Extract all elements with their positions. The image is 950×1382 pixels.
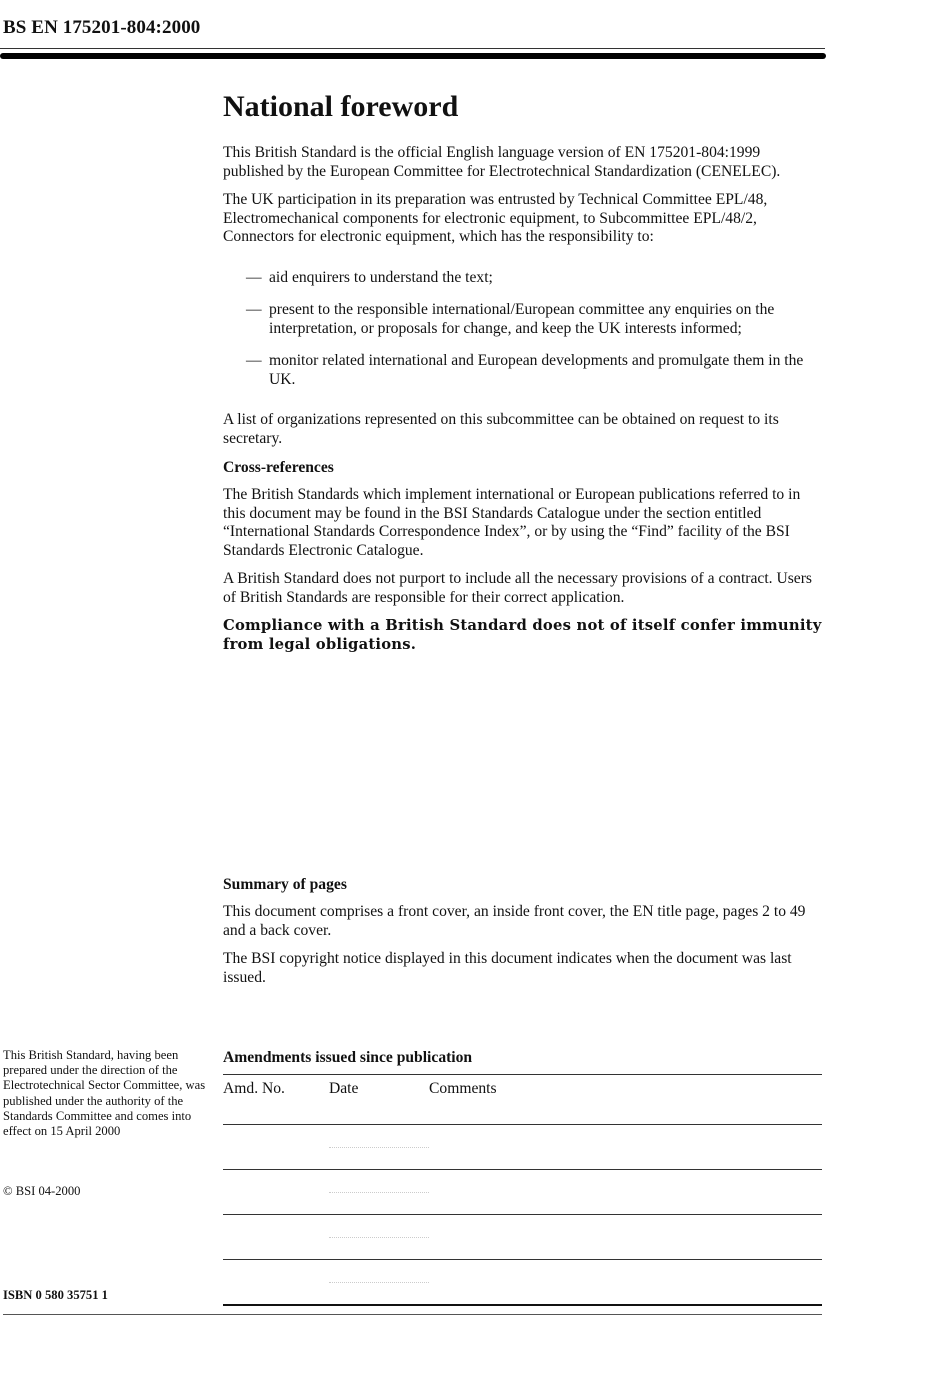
amd-no-cell [223,1170,329,1215]
date-placeholder-line [329,1147,429,1148]
date-placeholder-line [329,1237,429,1238]
intro-paragraph: This British Standard is the official English language version of EN 175201-804:1999 published by the European Committee for Electrotechnical Standardization (CENELEC). [223,144,781,180]
comments-cell [429,1125,822,1170]
dash-marker: — [246,301,262,318]
comments-cell [429,1215,822,1260]
column-header-amd-no: Amd. No. [223,1075,329,1125]
amendments-table [223,1074,822,1306]
dash-marker: — [246,268,262,286]
column-header-comments: Comments [429,1075,822,1125]
foreword-section [223,88,823,654]
amd-no-cell [223,1260,329,1306]
contract-paragraph: A British Standard does not purport to include all the necessary provisions of a contract. Users of British Standards are responsible for their correct application. [223,570,812,606]
list-item [223,269,823,288]
footer-rule [3,1314,822,1315]
table-header-row [223,1075,822,1125]
date-cell [329,1260,429,1306]
list-item-text: present to the responsible international/European committee any enquiries on the interpretation, or proposals for change, and keep the UK interests informed; [269,301,775,337]
table-row [223,1125,822,1170]
isbn-text: ISBN 0 580 35751 1 [3,1288,108,1302]
header-thin-rule [0,48,825,49]
summary-heading: Summary of pages [223,876,347,893]
summary-pages-paragraph: This document comprises a front cover, an inside front cover, the EN title page, pages 2 to 49 and a back cover. [223,903,806,939]
column-header-date: Date [329,1075,429,1125]
copyright-text: © BSI 04-2000 [3,1184,81,1198]
header-thick-rule [0,53,826,59]
responsibility-list [223,269,823,390]
publication-statement: This British Standard, having been prepared under the direction of the Electrotechnical Sector Committee, was published under the authority of the Standards Committee and comes into effect on 15 April 2000 [3,1048,206,1139]
compliance-statement: Compliance with a British Standard does not of itself confer immunity from legal obligations. [223,617,822,653]
copyright-notice-paragraph: The BSI copyright notice displayed in this document indicates when the document was last issued. [223,950,792,986]
comments-cell [429,1170,822,1215]
dash-marker: — [246,352,262,369]
document-id: BS EN 175201-804:2000 [3,17,201,38]
date-cell [329,1215,429,1260]
amendments-heading: Amendments issued since publication [223,1049,473,1066]
list-item-text: monitor related international and European developments and promulgate them in the UK. [269,352,804,388]
amd-no-cell [223,1125,329,1170]
date-placeholder-line [329,1282,429,1283]
date-cell [329,1125,429,1170]
cross-references-paragraph: The British Standards which implement international or European publications referred to in this document may be found in the BSI Standards Catalogue under the section entitled “International Standards Correspondence Index”, or by using the “Find” facility of the BSI Standards Electronic Catalogue. [223,486,801,559]
list-item [223,352,823,389]
amd-no-cell [223,1215,329,1260]
cross-references-heading: Cross-references [223,459,334,476]
list-item-text: aid enquirers to understand the text; [269,268,493,286]
organizations-paragraph: A list of organizations represented on this subcommittee can be obtained on request to its secretary. [223,411,779,447]
date-cell [329,1170,429,1215]
comments-cell [429,1260,822,1306]
page-title: National foreword [223,90,459,123]
table-row [223,1260,822,1306]
participation-paragraph: The UK participation in its preparation was entrusted by Technical Committee EPL/48, Electromechanical components for electronic equipment, to Subcommittee EPL/48/2, Connectors for electronic equipment, which has the responsibility to: [223,191,768,245]
table-row [223,1215,822,1260]
summary-section [223,875,823,997]
list-item [223,301,823,338]
amendments-section [223,1048,822,1306]
table-row [223,1170,822,1215]
date-placeholder-line [329,1192,429,1193]
